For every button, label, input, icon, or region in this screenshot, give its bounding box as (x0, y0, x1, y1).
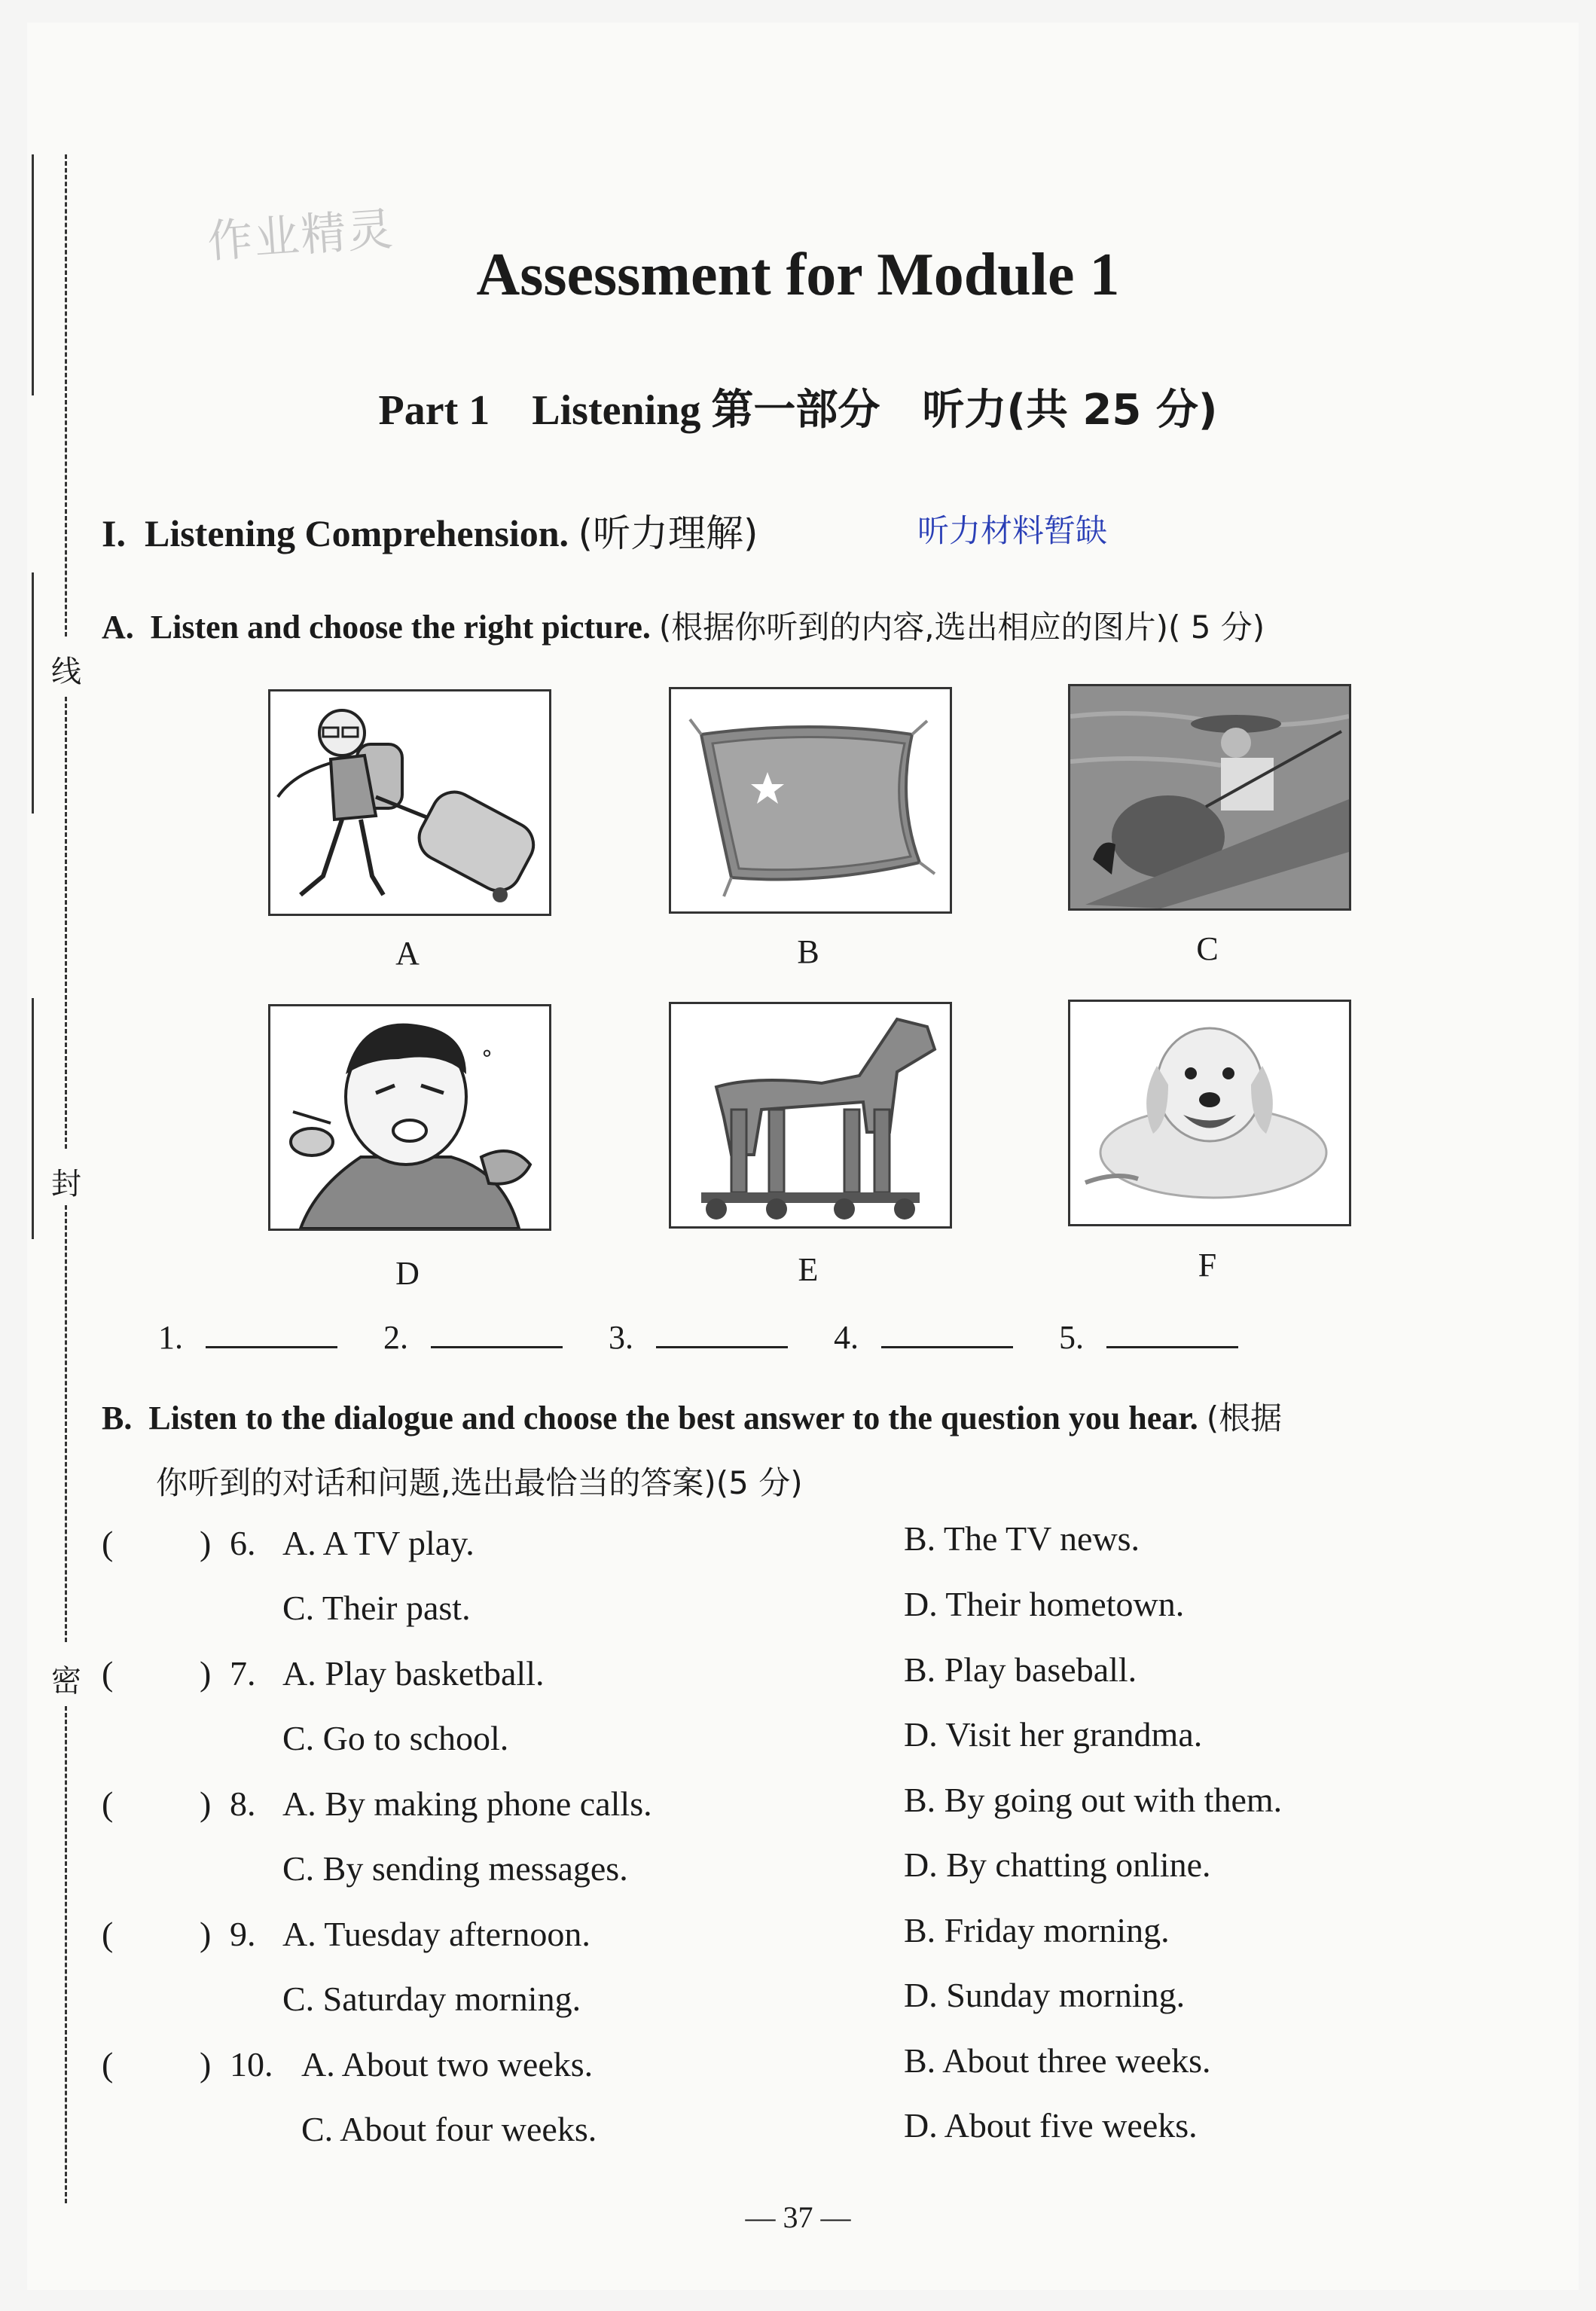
margin-dashed-line (65, 1706, 67, 2203)
section-1-label: I. (102, 512, 126, 554)
question-9-option-c[interactable]: C. Saturday morning. (282, 1980, 581, 2018)
dog-icon (1070, 1002, 1349, 1224)
question-7-option-b[interactable]: B. Play baseball. (904, 1650, 1137, 1689)
picture-a (268, 689, 551, 916)
svg-text:°: ° (481, 1046, 493, 1073)
question-8-option-d[interactable]: D. By chatting online. (904, 1845, 1211, 1884)
question-9-number: 9. (230, 1915, 256, 1953)
part-title (0, 377, 1596, 437)
question-9-option-d[interactable]: D. Sunday morning. (904, 1976, 1186, 2014)
blank-2-line[interactable] (431, 1319, 563, 1348)
margin-solid-line (32, 998, 34, 1239)
part-cn-score: 听力(共 25 分) (922, 386, 1218, 435)
answer-paren-open-10[interactable]: ( (102, 2045, 114, 2084)
blank-4[interactable] (834, 1318, 1013, 1357)
question-6-option-d[interactable]: D. Their hometown. (904, 1585, 1185, 1623)
page-number: — 37 — (745, 2200, 851, 2234)
answer-paren-open-6[interactable]: ( (102, 1524, 114, 1562)
flying-carpet-icon (671, 689, 950, 911)
page-title: Assessment for Module 1 (476, 242, 1120, 308)
blank-2[interactable] (383, 1318, 563, 1357)
picture-d (268, 1004, 551, 1231)
part-cn: 第一部分 (711, 386, 880, 435)
blank-3[interactable] (609, 1318, 788, 1357)
picture-c (1068, 684, 1351, 911)
section-a-title: Listen and choose the right picture. (150, 609, 651, 646)
answer-blanks (158, 1318, 1276, 1357)
question-8-option-a[interactable]: A. By making phone calls. (282, 1784, 652, 1823)
margin-char-feng: 封 (51, 1167, 81, 1201)
blank-5-line[interactable] (1106, 1319, 1238, 1348)
answer-paren-open-7[interactable]: ( (102, 1654, 114, 1693)
picture-c-label: C (1196, 930, 1219, 967)
trojan-horse-icon (671, 1004, 950, 1226)
margin-char-mi: 密 (51, 1664, 81, 1699)
blank-4-label: 4. (834, 1319, 859, 1356)
picture-b-label: B (797, 933, 819, 970)
blank-1-label: 1. (158, 1319, 183, 1356)
question-8-number: 8. (230, 1784, 256, 1823)
audio-missing-note: 听力材料暂缺 (917, 512, 1108, 549)
question-9-option-b[interactable]: B. Friday morning. (904, 1911, 1170, 1949)
section-1-cn: (听力理解) (578, 511, 758, 555)
section-b-cn-b: 你听到的对话和问题,选出最恰当的答案)(5 分) (156, 1464, 803, 1501)
section-a-heading (102, 603, 1265, 648)
question-10-number: 10. (230, 2045, 273, 2084)
question-8-option-c[interactable]: C. By sending messages. (282, 1849, 628, 1888)
question-10-option-b[interactable]: B. About three weeks. (904, 2041, 1211, 2080)
section-a-cn: (根据你听到的内容,选出相应的图片)( 5 分) (658, 609, 1265, 646)
blank-3-line[interactable] (656, 1319, 788, 1348)
question-10-option-a[interactable]: A. About two weeks. (301, 2045, 594, 2084)
question-8-option-b[interactable]: B. By going out with them. (904, 1781, 1283, 1819)
picture-d-label: D (395, 1255, 420, 1292)
blank-5-label: 5. (1059, 1319, 1084, 1356)
section-b-cn-a: (根据 (1206, 1400, 1283, 1436)
answer-paren-close-9: ) (200, 1915, 212, 1953)
picture-e-label: E (798, 1251, 819, 1288)
section-a-label: A. (102, 609, 134, 646)
margin-char-xian: 线 (51, 655, 81, 689)
question-6-option-a[interactable]: A. A TV play. (282, 1524, 475, 1562)
blank-2-label: 2. (383, 1319, 408, 1356)
section-1-title: Listening Comprehension. (144, 512, 569, 554)
margin-dashed-line (65, 1205, 67, 1642)
question-6-number: 6. (230, 1524, 256, 1562)
picture-f (1068, 1000, 1351, 1226)
section-b-heading (102, 1386, 1503, 1516)
answer-paren-open-8[interactable]: ( (102, 1784, 114, 1823)
answer-paren-open-9[interactable]: ( (102, 1915, 114, 1953)
answer-paren-close-8: ) (200, 1784, 212, 1823)
blank-5[interactable] (1059, 1318, 1238, 1357)
answer-paren-close-7: ) (200, 1654, 212, 1693)
question-10-option-c[interactable]: C. About four weeks. (301, 2110, 597, 2148)
question-6-option-c[interactable]: C. Their past. (282, 1589, 471, 1627)
question-7-number: 7. (230, 1654, 256, 1693)
traveler-with-suitcase-icon (270, 691, 549, 914)
section-b-label: B. (102, 1400, 133, 1436)
blank-1-line[interactable] (206, 1319, 337, 1348)
fisherman-with-cormorants-icon (1070, 686, 1349, 908)
question-9-option-a[interactable]: A. Tuesday afternoon. (282, 1915, 590, 1953)
question-10-option-d[interactable]: D. About five weeks. (904, 2106, 1198, 2145)
answer-paren-close-10: ) (200, 2045, 212, 2084)
question-7-option-a[interactable]: A. Play basketball. (282, 1654, 545, 1693)
picture-e (669, 1002, 952, 1229)
section-b-title: Listen to the dialogue and choose the best answer to the question you hear. (148, 1400, 1198, 1436)
blank-3-label: 3. (609, 1319, 633, 1356)
question-7-option-d[interactable]: D. Visit her grandma. (904, 1715, 1203, 1754)
section-1-heading (102, 503, 758, 557)
man-eating-spicy-food-icon (270, 1006, 549, 1229)
margin-solid-line (32, 572, 34, 814)
part-label: Part 1 (378, 387, 490, 434)
part-name: Listening (532, 387, 701, 434)
question-7-option-c[interactable]: C. Go to school. (282, 1719, 509, 1757)
picture-a-label: A (395, 935, 420, 972)
blank-4-line[interactable] (881, 1319, 1013, 1348)
picture-f-label: F (1198, 1247, 1217, 1284)
question-6-option-b[interactable]: B. The TV news. (904, 1519, 1140, 1558)
answer-paren-close-6: ) (200, 1524, 212, 1562)
picture-b (669, 687, 952, 914)
blank-1[interactable] (158, 1318, 337, 1357)
margin-dashed-line (65, 697, 67, 1149)
watermark: 作业精灵 (206, 203, 396, 269)
